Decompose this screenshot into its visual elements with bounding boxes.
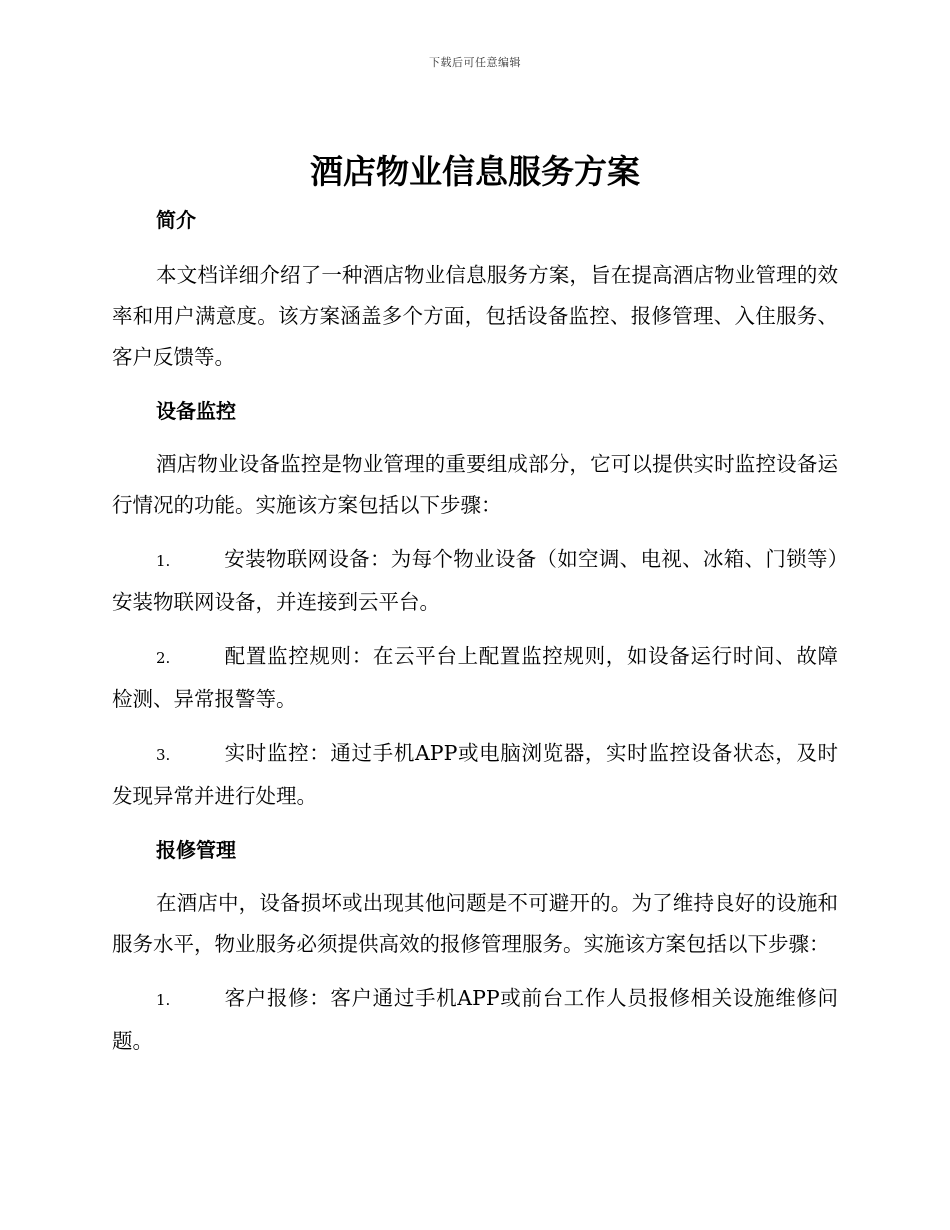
page-header-note: 下载后可任意编辑: [429, 56, 521, 69]
section-paragraph-monitoring: 酒店物业设备监控是物业管理的重要组成部分，它可以提供实时监控设备运行情况的功能。实施该方案包括以下步骤：: [112, 452, 838, 517]
list-item-number: 1.: [156, 552, 171, 570]
list-item-text: 配置监控规则：在云平台上配置监控规则，如设备运行时间、故障检测、异常报警等。: [112, 644, 838, 711]
list-item: [112, 733, 838, 817]
list-item-text: 实时监控：通过手机APP或电脑浏览器，实时监控设备状态，及时发现异常并进行处理。: [112, 741, 838, 808]
section-paragraph-repair: 在酒店中，设备损坏或出现其他问题是不可避开的。为了维持良好的设施和服务水平，物业服务必须提供高效的报修管理服务。实施该方案包括以下步骤：: [112, 891, 838, 956]
section-heading-monitoring: 设备监控: [156, 399, 236, 423]
list-item-text: 安装物联网设备：为每个物业设备（如空调、电视、冰箱、门锁等）安装物联网设备，并连接到云平台。: [112, 547, 838, 614]
list-item: [112, 636, 838, 720]
list-item: [112, 539, 838, 623]
list-item: [112, 978, 838, 1062]
section-paragraph-intro: 本文档详细介绍了一种酒店物业信息服务方案，旨在提高酒店物业管理的效率和用户满意度。该方案涵盖多个方面，包括设备监控、报修管理、入住服务、客户反馈等。: [112, 263, 838, 369]
document-body: [112, 200, 838, 1062]
section-heading-intro: 简介: [156, 208, 196, 232]
document-title: 酒店物业信息服务方案: [310, 152, 640, 191]
list-item-number: 2.: [156, 649, 171, 667]
list-item-text: 客户报修：客户通过手机APP或前台工作人员报修相关设施维修问题。: [112, 986, 838, 1053]
list-item-number: 1.: [156, 991, 171, 1009]
list-item-number: 3.: [156, 746, 171, 764]
section-heading-repair: 报修管理: [156, 838, 236, 862]
